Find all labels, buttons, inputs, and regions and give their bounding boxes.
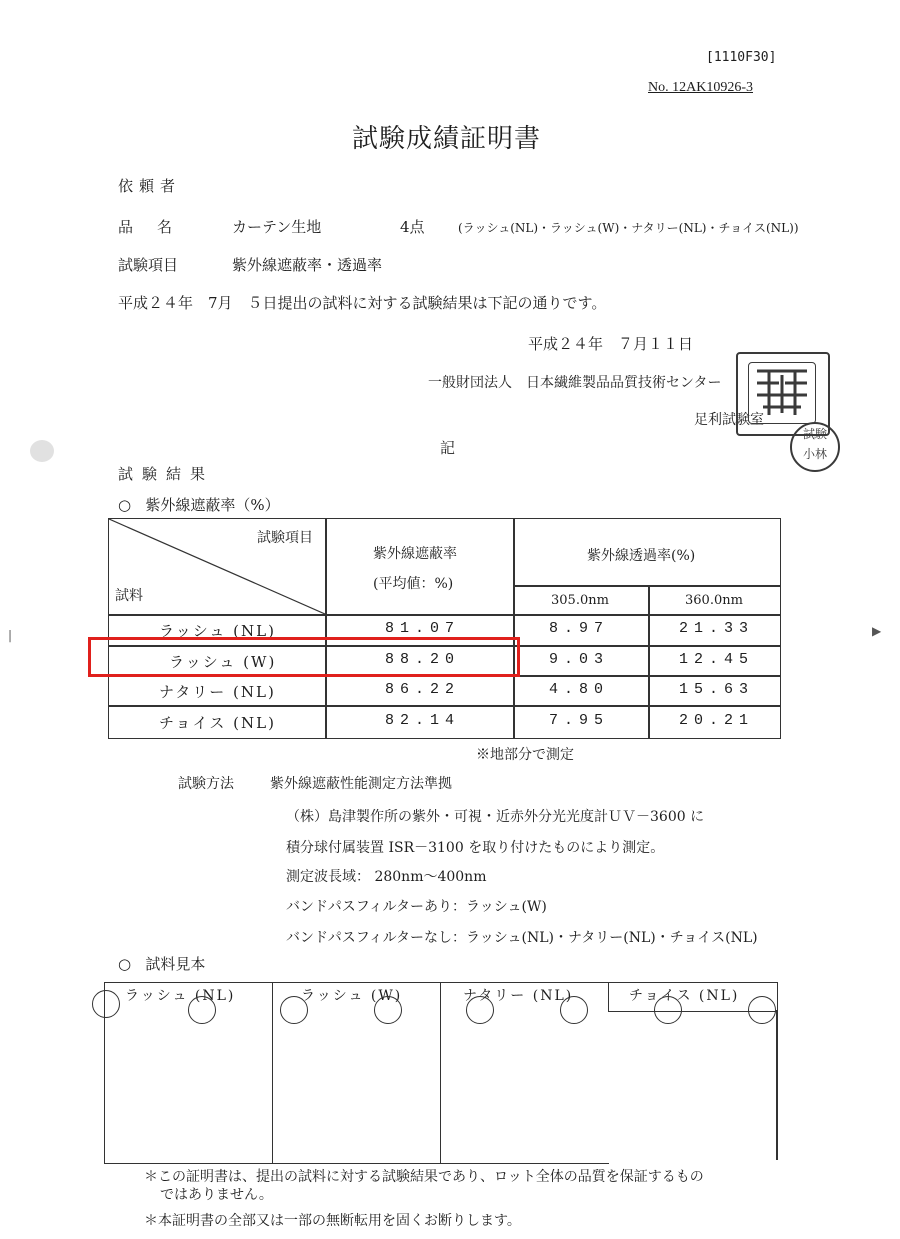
submission-statement: 平成２４年 7月 ５日提出の試料に対する試験結果は下記の通りです。	[118, 294, 607, 312]
row-shield: 82.14	[385, 712, 461, 729]
section-marker: 記	[440, 439, 456, 457]
ink-smudge	[30, 440, 54, 462]
edge-mark: |	[8, 628, 13, 642]
table-line	[513, 585, 780, 587]
issuer-branch: 足利試験室	[694, 412, 764, 428]
punch-hole-icon	[560, 996, 588, 1024]
footer-line-1: ＊この証明書は、提出の試料に対する試験結果であり、ロット全体の品質を保証するもの	[144, 1169, 704, 1185]
highlight-box	[88, 637, 520, 677]
results-table	[108, 518, 781, 739]
samples-heading	[118, 953, 205, 974]
punch-hole-icon	[280, 996, 308, 1024]
transmit-header: 紫外線透過率(%)	[587, 548, 696, 564]
punch-hole-icon	[654, 996, 682, 1024]
test-item-label: 試験項目	[118, 256, 179, 274]
row-shield: 88.20	[385, 651, 461, 668]
page-title: 試験成績証明書	[352, 124, 542, 154]
samples-heading-text: 試料見本	[145, 955, 206, 973]
document-code: [1110F30]	[706, 50, 777, 65]
uv-heading-text: 紫外線遮蔽率（%）	[145, 496, 280, 514]
square-seal-inner	[748, 362, 816, 424]
document-number: No. 12AK10926-3	[648, 80, 753, 95]
test-item-value: 紫外線遮蔽率・透過率	[232, 256, 383, 274]
row-t360: 15.63	[679, 681, 755, 698]
row-t305: 7.95	[549, 712, 610, 729]
product-count: 4点	[400, 218, 425, 236]
row-t305: 4.80	[549, 681, 610, 698]
seal-pattern-icon	[749, 363, 815, 423]
sample-label: チョイス (NL)	[629, 988, 740, 1004]
row-name: ナタリー (NL)	[159, 683, 276, 701]
product-label: 品名	[118, 218, 197, 236]
edge-arrow-icon: ▶	[872, 624, 882, 638]
round-seal-icon	[790, 422, 840, 472]
method-line-6: バンドパスフィルターなし：ラッシュ(NL)・ナタリー(NL)・チョイス(NL)	[286, 930, 758, 946]
seal-line-2: 小林	[802, 447, 827, 461]
results-heading: 試験結果	[118, 465, 215, 483]
method-line-4: 測定波長域： 280nm～400nm	[286, 869, 487, 885]
corner-header-top: 試験項目	[257, 530, 313, 546]
table-line	[648, 585, 650, 738]
sample-label: ラッシュ (W)	[301, 988, 403, 1004]
punch-hole-icon	[188, 996, 216, 1024]
white-circle-icon: ○	[118, 496, 132, 514]
table-line	[109, 614, 780, 616]
row-t305: 8.97	[549, 620, 610, 637]
row-shield: 81.07	[385, 620, 461, 637]
col-305-header: 305.0nm	[551, 593, 609, 608]
product-list: (ラッシュ(NL)・ラッシュ(W)・ナタリー(NL)・チョイス(NL))	[458, 221, 799, 235]
row-name: チョイス (NL)	[159, 714, 276, 732]
white-circle-icon: ○	[118, 955, 132, 973]
punch-hole-icon	[748, 996, 776, 1024]
corner-header-bottom: 試料	[115, 588, 143, 604]
shield-subheader: (平均値：%)	[373, 576, 454, 592]
product-name: カーテン生地	[232, 218, 322, 236]
method-line-1: 紫外線遮蔽性能測定方法準拠	[270, 776, 452, 792]
issue-date: 平成２４年 ７月１１日	[528, 335, 694, 353]
shield-header: 紫外線遮蔽率	[373, 546, 457, 562]
row-t360: 21.33	[679, 620, 755, 637]
table-line	[109, 705, 780, 707]
row-t360: 20.21	[679, 712, 755, 729]
uv-heading	[118, 494, 280, 515]
footer-line-1b: ではありません。	[160, 1187, 273, 1203]
row-name: ラッシュ (NL)	[159, 622, 276, 640]
seal-line-1: 試験	[802, 427, 827, 441]
col-360-header: 360.0nm	[685, 593, 743, 608]
punch-hole-icon	[466, 996, 494, 1024]
measurement-note: ※地部分で測定	[476, 747, 574, 763]
punch-hole-icon	[374, 996, 402, 1024]
row-t305: 9.03	[549, 651, 610, 668]
sample-box-edge	[776, 1010, 778, 1160]
footer-line-2: ＊本証明書の全部又は一部の無断転用を固くお断りします。	[144, 1213, 521, 1229]
row-shield: 86.22	[385, 681, 461, 698]
sample-label: ラッシュ (NL)	[125, 988, 236, 1004]
method-label: 試験方法	[178, 776, 234, 792]
method-line-5: バンドパスフィルターあり：ラッシュ(W)	[286, 899, 547, 915]
issuer-organization: 一般財団法人 日本繊維製品品質技術センター	[428, 375, 722, 391]
requester-label: 依頼者	[118, 177, 182, 195]
sample-label: ナタリー (NL)	[463, 988, 574, 1004]
method-line-2: （株）島津製作所の紫外・可視・近赤外分光光度計ＵＶ－3600 に	[286, 809, 705, 825]
row-t360: 12.45	[679, 651, 755, 668]
row-name: ラッシュ (W)	[169, 653, 277, 671]
punch-hole-icon	[92, 990, 120, 1018]
method-line-3: 積分球付属装置 ISR－3100 を取り付けたものにより測定。	[286, 840, 665, 856]
